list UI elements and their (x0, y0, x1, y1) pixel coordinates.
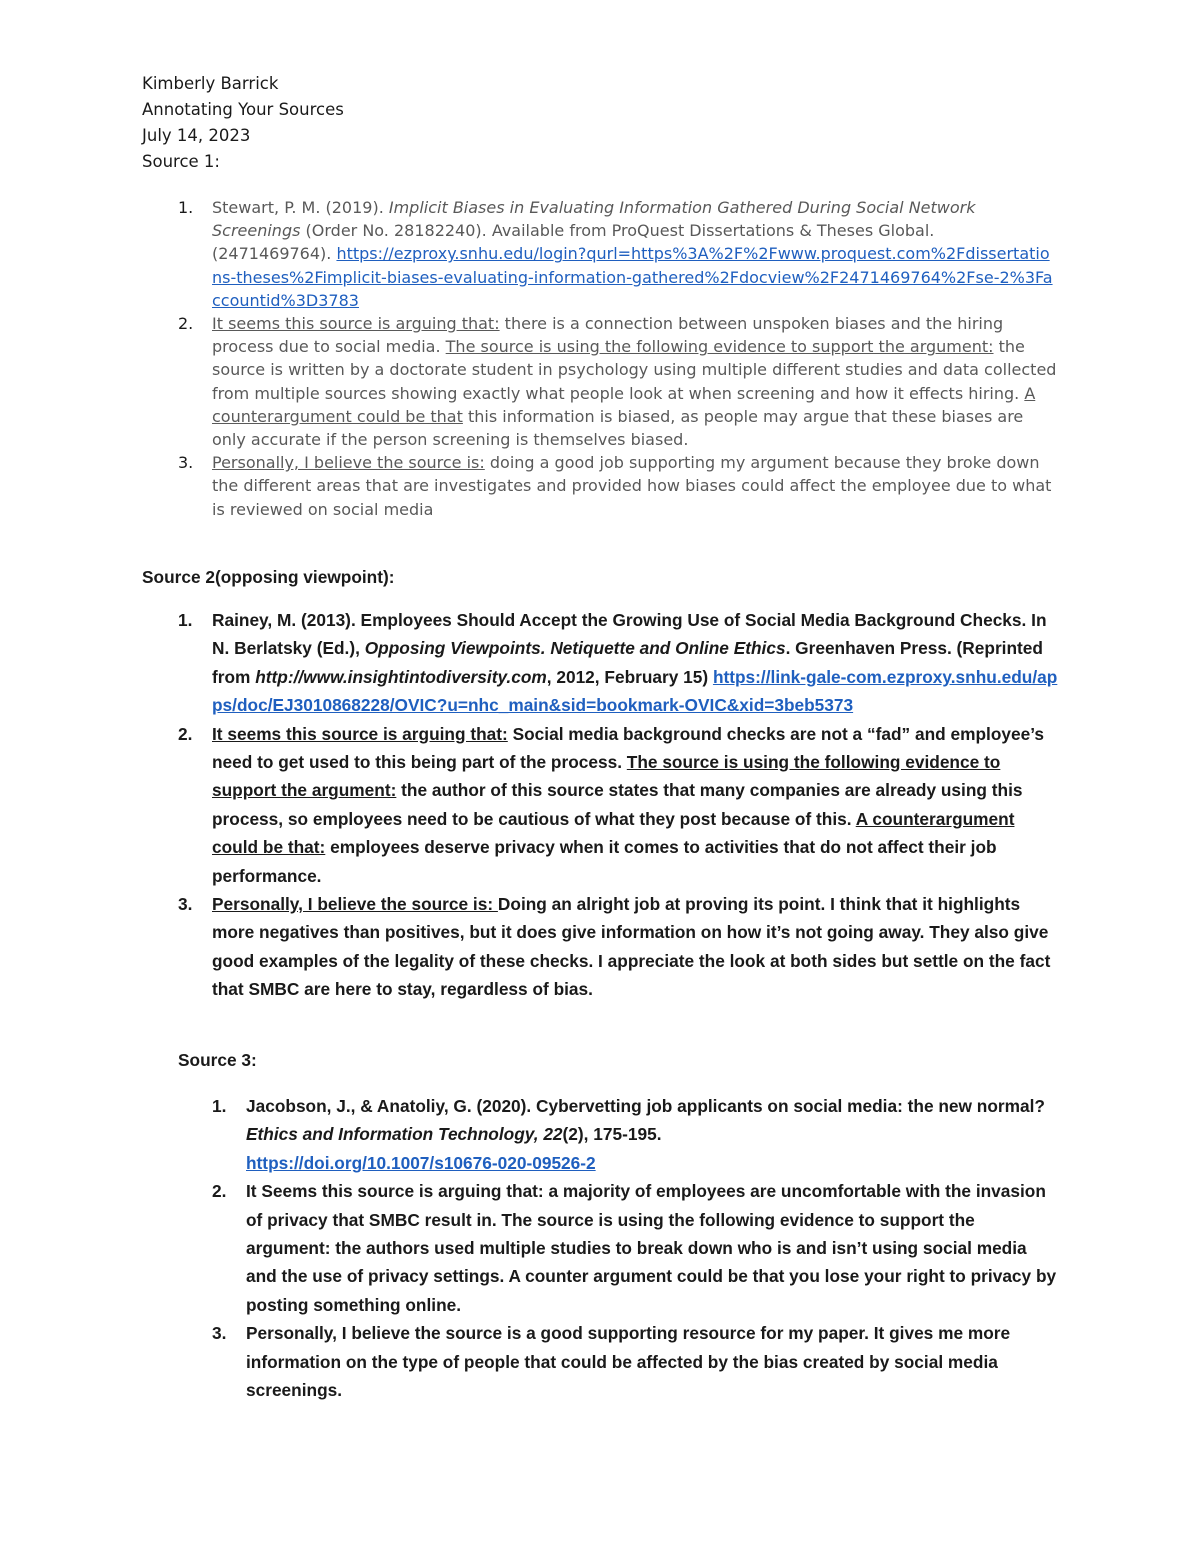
counter-label: A counterargument could be that: (212, 808, 1015, 858)
evidence-text: the author of this source states that many companies are already using this process, so employees need to be cautious of what they post because of this. (212, 780, 1023, 829)
citation-details: (Order No. 28182240). Available from ProQuest Dissertations & Theses Global. (2471469764). (212, 221, 935, 264)
citation-journal: Ethics and Information Technology, 22 (246, 1124, 563, 1145)
source1-analysis (212, 312, 1058, 451)
source3-list (212, 1092, 1058, 1404)
source1-heading: Source 1: (142, 152, 220, 171)
source2-analysis (212, 720, 1058, 890)
citation-publisher: . Greenhaven Press. (Reprinted from (212, 638, 1043, 687)
evidence-text: the source is written by a doctorate student in psychology using multiple different studies and data collected from multiple sources showing exactly what people look at when screening and how it effects hiring. (212, 337, 1057, 403)
source1-list (178, 196, 1058, 521)
source3-opinion: Personally, I believe the source is a good supporting resource for my paper. It gives me more information on the type of people that could be affected by the bias created by social media screenings. (246, 1323, 1011, 1401)
citation-author: Jacobson, J., & Anatoliy, G. (2020). Cybervetting job applicants on social media: the new normal? (246, 1096, 1045, 1116)
list-number: 3. (212, 1323, 227, 1344)
personal-text: doing a good job supporting my argument because they broke down the different areas that are investigates and provided how biases could affect the employee due to what is reviewed on social media (212, 453, 1052, 519)
list-item (178, 451, 1058, 521)
personal-label: Personally, I believe the source is: (212, 453, 485, 473)
list-number: 2. (212, 1181, 227, 1202)
list-item (178, 196, 1058, 312)
counter-label: A counterargument could be that (212, 383, 1036, 426)
evidence-label: The source is using the following evidence to support the argument: (445, 337, 994, 357)
source3-heading: Source 3: (178, 1050, 257, 1070)
list-number: 2. (178, 723, 193, 744)
list-item (212, 1092, 1058, 1177)
argument-text: there is a connection between unspoken biases and the hiring process due to social media. (212, 314, 1004, 357)
list-number: 1. (212, 1096, 227, 1116)
citation-original-url: http://www.insightintodiversity.com (255, 666, 547, 687)
source3-citation (246, 1092, 1058, 1177)
list-item (178, 312, 1058, 451)
list-number: 2. (178, 314, 194, 334)
list-item (178, 606, 1058, 720)
source2-list (178, 606, 1058, 1004)
citation-book: Opposing Viewpoints. Netiquette and Online Ethics (364, 638, 786, 659)
list-number: 3. (178, 453, 194, 473)
author-name: Kimberly Barrick (142, 74, 279, 93)
argument-text: Social media background checks are not a “fad” and employee’s need to get used to this being part of the process. (212, 723, 1044, 773)
list-item (178, 890, 1058, 1004)
citation-author: Stewart, P. M. (2019). (212, 198, 389, 217)
list-item (212, 1177, 1058, 1319)
source1-opinion (212, 451, 1058, 521)
list-item (212, 1319, 1058, 1404)
citation-link[interactable]: https://ezproxy.snhu.edu/login?qurl=https%3A%2F%2Fwww.proquest.com%2Fdissertations-theses%2Fimplicit-biases-evaluating-information-gathered%2Fdocview%2F2471469764%2Fse-2%3Faccountid%3D3783 (212, 244, 1053, 310)
citation-author: Rainey, M. (2013). Employees Should Accept the Growing Use of Social Media Background Checks. In N. Berlatsky (Ed.), (212, 610, 1047, 659)
counter-text: employees deserve privacy when it comes to activities that do not affect their job performance. (212, 837, 997, 886)
citation-date: , 2012, February 15) (546, 666, 713, 687)
source3-analysis: It Seems this source is arguing that: a majority of employees are uncomfortable with the invasion of privacy that SMBC result in. The source is using the following evidence to support the argument: the authors used multiple studies to break down who is and isn’t using social media and the use of privacy settings. A counter argument could be that you lose your right to privacy by posting something online. (246, 1181, 1057, 1315)
argument-label: It seems this source is arguing that: (212, 723, 508, 744)
citation-title: Implicit Biases in Evaluating Information Gathered During Social Network Screenings (212, 198, 976, 241)
personal-text: Doing an alright job at proving its point. I think that it highlights more negatives than positives, but it does give information on how it’s not going away. They also give good examples of the legality of these checks. I appreciate the look at both sides but settle on the fact that SMBC are here to stay, regardless of bias. (212, 894, 1051, 1000)
citation-link[interactable]: https://doi.org/10.1007/s10676-020-09526-2 (246, 1152, 596, 1173)
list-item (178, 720, 1058, 890)
source2-heading: Source 2(opposing viewpoint): (142, 567, 395, 587)
citation-pages: (2), 175-195. (562, 1124, 662, 1145)
personal-label: Personally, I believe the source is: (212, 894, 498, 915)
argument-label: It seems this source is arguing that: (212, 314, 500, 334)
source2-citation (212, 606, 1058, 720)
counter-text: this information is biased, as people may argue that these biases are only accurate if the person screening is themselves biased. (212, 406, 1024, 450)
evidence-label: The source is using the following evidence to support the argument: (212, 752, 1001, 801)
source2-opinion (212, 890, 1058, 1004)
document-title: Annotating Your Sources (142, 100, 344, 119)
citation-link[interactable]: https://link-gale-com.ezproxy.snhu.edu/apps/doc/EJ3010868228/OVIC?u=nhc_main&sid=bookmark-OVIC&xid=3beb5373 (212, 666, 1058, 716)
source1-citation (212, 196, 1058, 312)
list-number: 1. (178, 198, 194, 217)
list-number: 3. (178, 894, 193, 915)
list-number: 1. (178, 610, 193, 630)
document-date: July 14, 2023 (142, 126, 251, 145)
